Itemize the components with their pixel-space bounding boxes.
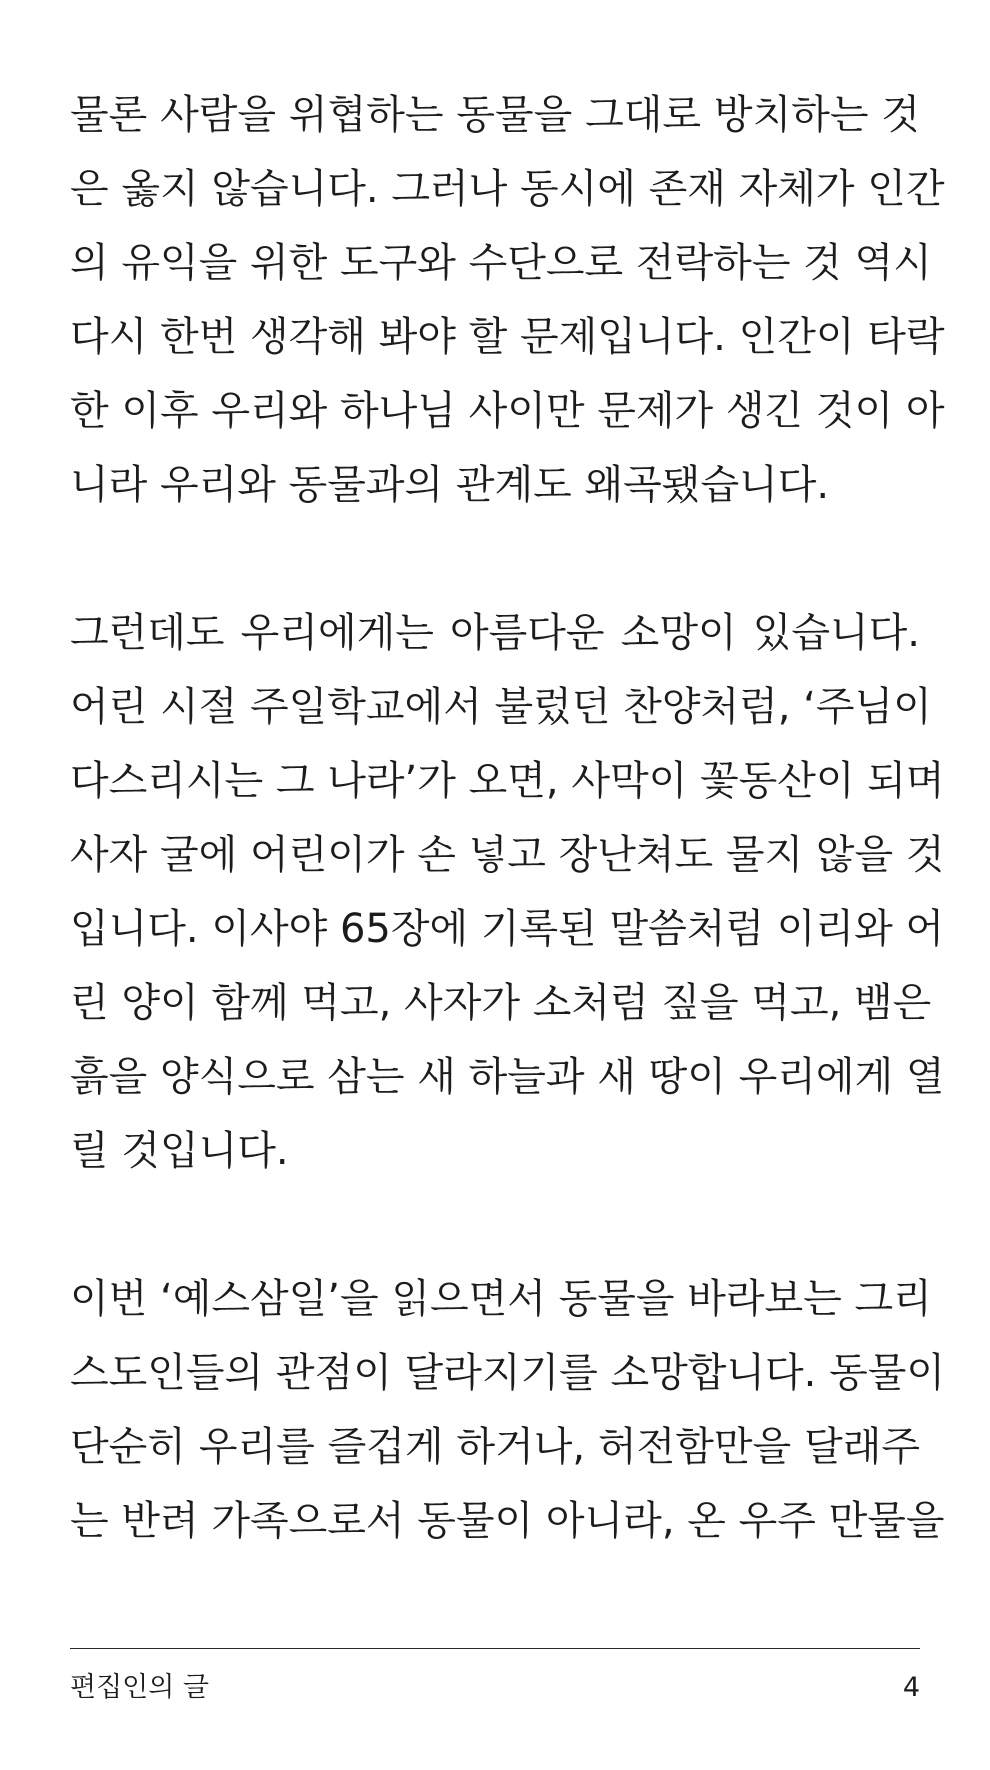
text-line: 는 반려 가족으로서 동물이 아니라, 온 우주 만물을 (70, 1498, 945, 1544)
text-line: 릴 것입니다. (70, 1128, 289, 1174)
text-line: 입니다. 이사야 65장에 기록된 말씀처럼 이리와 어 (70, 906, 945, 952)
text-line: 니라 우리와 동물과의 관계도 왜곡됐습니다. (70, 462, 830, 508)
text-line: 어린 시절 주일학교에서 불렀던 찬양처럼, ‘주님이 (70, 684, 932, 730)
text-line: 의 유익을 위한 도구와 수단으로 전락하는 것 역시 (70, 240, 932, 286)
text-line: 그런데도 우리에게는 아름다운 소망이 있습니다. (70, 610, 920, 656)
paragraph-gap (70, 522, 920, 596)
text-line: 다스리시는 그 나라’가 오면, 사막이 꽃동산이 되며 (70, 758, 945, 804)
text-line: 이번 ‘예스삼일’을 읽으면서 동물을 바라보는 그리 (70, 1276, 932, 1322)
text-line: 흙을 양식으로 삼는 새 하늘과 새 땅이 우리에게 열 (70, 1054, 945, 1100)
text-line: 물론 사람을 위협하는 동물을 그대로 방치하는 것 (70, 92, 920, 138)
paragraph-gap (70, 1188, 920, 1262)
article-body (70, 78, 946, 1558)
text-line: 은 옳지 않습니다. 그러나 동시에 존재 자체가 인간 (70, 166, 945, 212)
paragraph-2 (70, 596, 945, 1188)
paragraph-3 (70, 1262, 946, 1558)
text-line: 다시 한번 생각해 봐야 할 문제입니다. 인간이 타락 (70, 314, 945, 360)
text-line: 린 양이 함께 먹고, 사자가 소처럼 짚을 먹고, 뱀은 (70, 980, 932, 1026)
text-line: 스도인들의 관점이 달라지기를 소망합니다. 동물이 (70, 1350, 946, 1396)
section-title: 편집인의 글 (70, 1672, 209, 1703)
text-line: 사자 굴에 어린이가 손 넣고 장난쳐도 물지 않을 것 (70, 832, 945, 878)
text-line: 단순히 우리를 즐겁게 하거나, 허전함만을 달래주 (70, 1424, 920, 1470)
paragraph-1 (70, 78, 945, 522)
footer-divider (70, 1648, 920, 1649)
page-footer (70, 1666, 920, 1710)
page-number: 4 (902, 1672, 920, 1703)
text-line: 한 이후 우리와 하나님 사이만 문제가 생긴 것이 아 (70, 388, 945, 434)
